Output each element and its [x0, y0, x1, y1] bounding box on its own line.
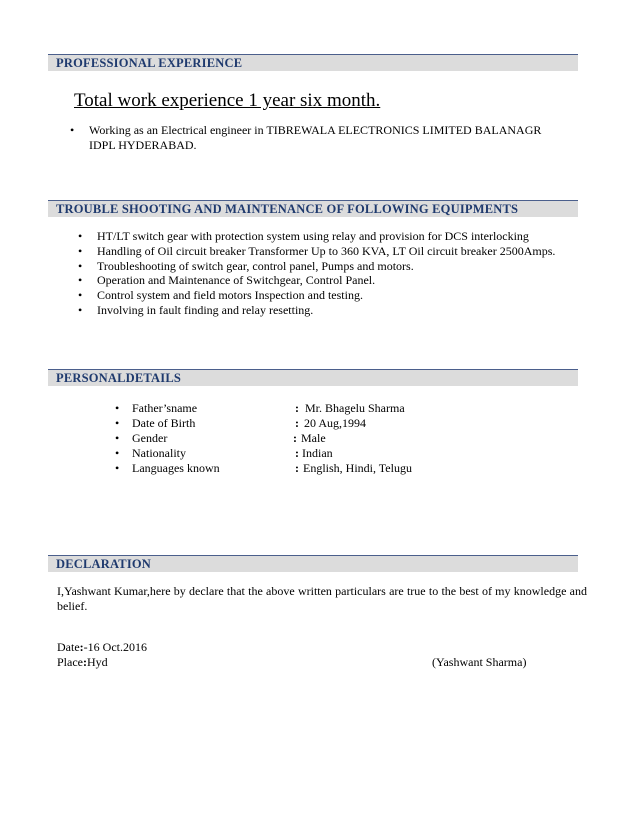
bullet-icon: • [70, 123, 75, 137]
field-value: English, Hindi, Telugu [303, 461, 412, 475]
bullet-icon: • [115, 446, 120, 460]
section-header-personal-details [48, 369, 578, 386]
field-label: Languages known [132, 461, 220, 475]
list-item: • Handling of Oil circuit breaker Transformer Up to 360 KVA, LT Oil circuit breaker 2500Amps. [78, 243, 556, 258]
field-separator: : [295, 446, 299, 460]
field-separator: : [293, 431, 297, 445]
list-item: • Troubleshooting of switch gear, control panel, Pumps and motors. [78, 258, 414, 273]
place-separator: : [83, 655, 87, 669]
trouble-shooting-list [78, 229, 588, 318]
signature-name: (Yashwant Sharma) [432, 655, 527, 669]
list-item: • HT/LT switch gear with protection system using relay and provision for DCS interlocking [78, 229, 529, 243]
list-item: • Involving in fault finding and relay resetting. [78, 302, 314, 317]
date-separator: : [79, 640, 84, 654]
bullet-icon: • [78, 288, 83, 303]
date-label: Date [57, 640, 80, 654]
bullet-icon: • [115, 431, 120, 445]
list-item: • Control system and field motors Inspection and testing. [78, 288, 363, 303]
date-value: -16 Oct.2016 [83, 640, 147, 654]
place-value: Hyd [87, 655, 108, 669]
bullet-icon: • [115, 461, 120, 475]
section-title: DECLARATION [56, 557, 152, 571]
experience-list [70, 123, 570, 152]
bullet-icon: • [115, 416, 120, 430]
section-title: PROFESSIONAL EXPERIENCE [56, 56, 243, 70]
section-title: TROUBLE SHOOTING AND MAINTENANCE OF FOLLOWING EQUIPMENTS [56, 202, 519, 216]
bullet-icon: • [78, 302, 83, 317]
field-separator: : [295, 461, 299, 475]
field-label: Gender [132, 431, 168, 445]
bullet-icon: • [115, 401, 120, 415]
list-item: • Operation and Maintenance of Switchgear, Control Panel. [78, 273, 376, 288]
declaration-text: I,Yashwant Kumar,here by declare that the above written particulars are true to the best of my knowledge and belief. [57, 584, 587, 613]
section-header-trouble-shooting [48, 200, 578, 217]
date-line [57, 640, 147, 655]
section-header-experience [48, 54, 578, 71]
field-separator: : [295, 401, 299, 415]
field-value: Indian [302, 446, 333, 460]
place-line [57, 655, 108, 670]
field-label: Date of Birth [132, 416, 196, 430]
section-title: PERSONALDETAILS [56, 371, 182, 385]
field-value: Male [301, 431, 326, 445]
bullet-icon: • [78, 273, 83, 288]
field-label: Father’sname [132, 401, 198, 415]
section-header-declaration [48, 555, 578, 572]
field-value: Mr. Bhagelu Sharma [305, 401, 405, 415]
field-separator: : [295, 416, 299, 430]
bullet-icon: • [78, 258, 83, 273]
total-experience: Total work experience 1 year six month. [74, 90, 381, 111]
field-label: Nationality [132, 446, 186, 460]
bullet-icon: • [78, 243, 83, 258]
bullet-icon: • [78, 229, 83, 243]
place-label: Place [57, 655, 83, 669]
list-item: • Working as an Electrical engineer in TIBREWALA ELECTRONICS LIMITED BALANAGR IDPL HYDERABAD. [70, 123, 542, 152]
field-value: 20 Aug,1994 [304, 416, 367, 430]
